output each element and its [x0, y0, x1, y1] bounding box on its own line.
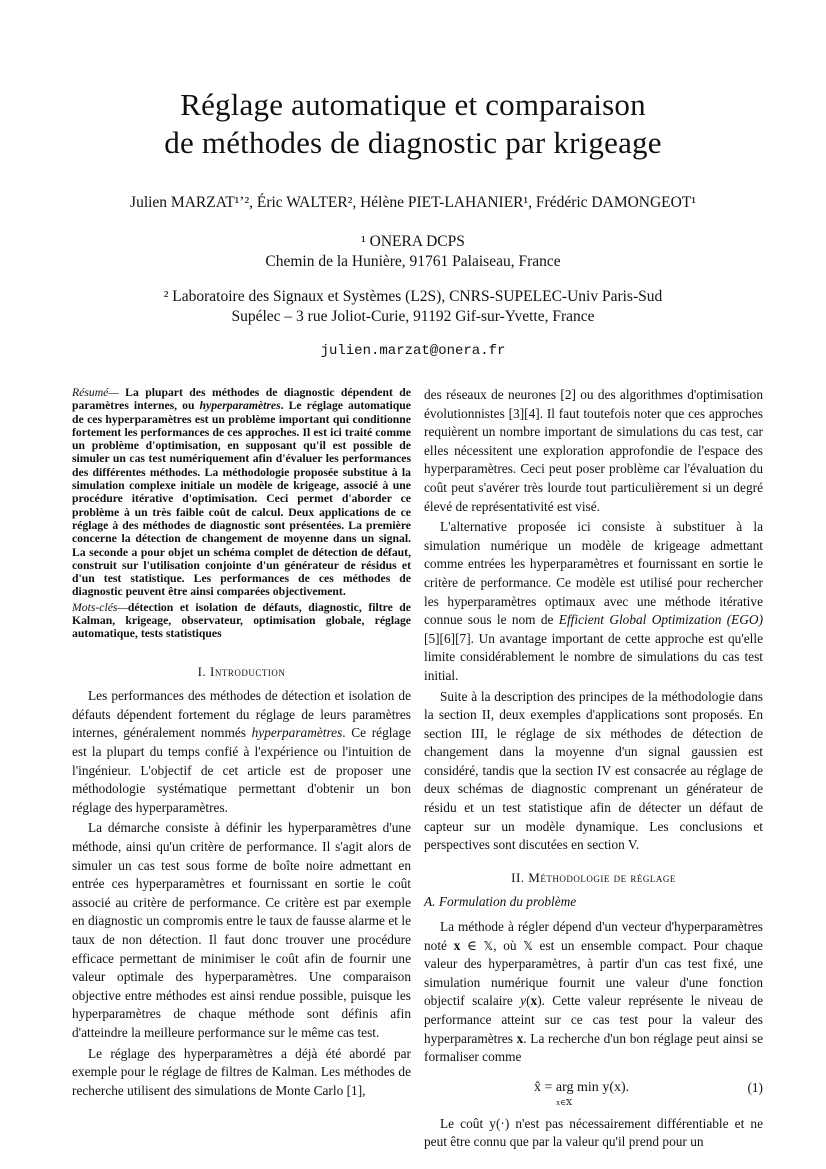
intro-paragraph-2: La démarche consiste à définir les hyperparamètres d'une méthode, ainsi qu'un critère de performance. Il s'agit alors de simuler un cas test sous forme de boîte noire admettant en entrée ces hyperparamètres et fournissant en sortie le coût associé au critère de performance. Ce critère est par exemple en diagnostic un compromis entre le taux de fausse alarme et le taux de non détection. Il faut donc trouver une procédure efficace permettant de minimiser le coût afin de fournir une valeur optimale des hyperparamètres. Une comparaison objective entre méthodes est ainsi rendue possible, puisque les hyperparamètres de chaque méthode sont définis afin d'atteindre la meilleure performance sur le même cas test.	[72, 820, 411, 1040]
set-X: 𝕏	[523, 938, 533, 953]
form-text-3: , où	[493, 937, 524, 953]
equation-body	[534, 1079, 630, 1107]
left-column	[72, 386, 411, 1100]
subsection-heading-formulation: A. Formulation du problème	[424, 894, 577, 910]
abstract-text-2: . Le réglage automatique de ces hyperparamètres est un problème important qui conditionne fortement les performances de ces approches. Il est ici traité comme un problème d'optimisation, en supposant qu'il est possible de simuler un cas test numériquement afin d'évaluer les performances des différentes méthodes. La méthodologie proposée substitue à la simulation complexe initiale un modèle de krigeage, associé à une procédure itérative d'optimisation. Ceci permet d'aborder ce problème à un très faible coût de calcul. Deux applications de ce réglage à des méthodes de diagnostic sont présentées. La première concerne la détection de changement de moyenne dans un signal. La seconde a pour objet un schéma complet de détection de défaut, construit sur l'utilisation conjointe d'un générateur de résidus et d'un test statistique. Les performances de ces méthodes de diagnostic peuvent être ainsi comparées objectivement.	[72, 399, 411, 599]
paper-title	[60, 86, 766, 162]
keywords-text: détection et isolation de défauts, diagnostic, filtre de Kalman, krigeage, observateur, optimisation globale, réglage automatique, tests statistiques	[72, 600, 411, 641]
right-paragraph-2	[424, 518, 763, 685]
intro-paragraph-1	[72, 687, 411, 817]
section-heading-methodologie: II. Méthodologie de réglage	[511, 869, 676, 885]
author-email[interactable]: julien.marzat@onera.fr	[320, 343, 506, 359]
final-paragraph: Le coût y(·) n'est pas nécessairement différentiable et ne peut être connu que par la valeur qu'il prend pour un	[424, 1115, 763, 1150]
form-text-5: (	[526, 993, 531, 1009]
formulation-paragraph	[424, 918, 763, 1067]
right-paragraph-3: Suite à la description des principes de la méthodologie dans la section II, deux exemples d'applications sont proposés. En section III, le réglage de six méthodes de détection de changement dans la moyenne d'un signal gaussien est considéré, tandis que la section IV est consacrée au réglage de deux schémas de diagnostic comprenant un générateur de résidu et un test statistique afin de détecter un défaut de capteur sur un modèle dynamique. Les conclusions et perspectives sont discutées en section V.	[424, 688, 763, 853]
form-text-2: ∈	[460, 937, 484, 953]
title-line-1: Réglage automatique et comparaison	[180, 87, 646, 122]
vector-x: x	[453, 937, 461, 953]
affiliation-1-address: Chemin de la Hunière, 91761 Palaiseau, France	[265, 253, 561, 270]
equation-1	[424, 1073, 763, 1107]
affiliation-1-name: ¹ ONERA DCPS	[361, 233, 465, 250]
intro-p1-emphasis: hyperparamètres	[251, 725, 343, 741]
equation-subscript: x∈𝕏	[556, 1097, 573, 1107]
function-y: y	[520, 993, 527, 1009]
right-p2-text-a: L'alternative proposée ici consiste à substituer à la simulation numérique un modèle de krigeage admettant comme entrées les hyperparamètres et fournissant en sortie le critère de performance. Ce modèle est utilisé pour rechercher les hyperparamètres optimaux avec une méthode itérative connue sous le nom de	[424, 519, 763, 628]
intro-paragraph-3: Le réglage des hyperparamètres a déjà été abordé par exemple pour le réglage de filtres de Kalman. Les méthodes de recherche utilisent des simulations de Monte Carlo [1],	[72, 1045, 411, 1098]
keywords	[72, 601, 411, 641]
intro-p1-text-a: Les performances des méthodes de détection et isolation de défauts dépendent fortement du réglage de leurs paramètres internes, généralement nommés	[72, 688, 411, 741]
keywords-label: Mots-clés—	[72, 600, 128, 614]
right-p2-text-b: [5][6][7]. Un avantage important de cette approche est qu'elle limite considérablement le nombre de simulations du cas test initial.	[424, 630, 763, 683]
affiliation-2-address: Supélec – 3 rue Joliot-Curie, 91192 Gif-sur-Yvette, France	[231, 308, 595, 325]
equation-lhs-text: x̂ = arg min	[534, 1079, 599, 1095]
vector-x: x	[530, 993, 538, 1009]
right-paragraph-1: des réseaux de neurones [2] ou des algorithmes d'optimisation évolutionnistes [3][4]. Il faut toutefois noter que ces approches requièrent un nombre important de simulations du cas test, car elles nécessitent une exploration approfondie de l'espace des hyperparamètres. Ceci peut poser problème car l'évaluation du coût peut s'avérer très lourde tout particulièrement si un degré élevé de représentativité est visé.	[424, 387, 763, 514]
section-heading-introduction: I. Introduction	[197, 663, 286, 679]
set-X: 𝕏	[483, 938, 494, 953]
equation-lhs	[534, 1079, 599, 1107]
form-text-1: La méthode à régler dépend d'un vecteur d'hyperparamètres noté	[424, 919, 763, 953]
form-text-4: est un ensemble compact. Pour chaque valeur des hyperparamètres, à partir d'un cas test fixé, une simulation numérique fournit une valeur d'une fonction objectif scalaire	[424, 937, 763, 1009]
right-column	[424, 386, 763, 1152]
form-text-7: . La recherche d'un bon réglage peut ainsi se formaliser comme	[424, 1030, 764, 1065]
equation-rhs: y(x).	[598, 1079, 630, 1095]
author-list: Julien MARZAT¹ʼ², Éric WALTER², Hélène PIET-LAHANIER¹, Frédéric DAMONGEOT¹	[130, 194, 696, 211]
affiliation-2-name: ² Laboratoire des Signaux et Systèmes (L2S), CNRS-SUPELEC-Univ Paris-Sud	[163, 288, 663, 305]
right-p2-emphasis: Efficient Global Optimization (EGO)	[558, 612, 764, 628]
affiliation-1	[40, 232, 786, 272]
abstract-label: Résumé—	[72, 386, 119, 399]
equation-number: (1)	[747, 1079, 763, 1095]
abstract-text-1: La plupart des méthodes de diagnostic dépendent de paramètres internes, ou	[72, 386, 411, 413]
affiliation-2	[40, 287, 786, 327]
title-line-2: de méthodes de diagnostic par krigeage	[164, 125, 662, 160]
abstract-emphasis: hyperparamètres	[199, 399, 281, 413]
abstract	[72, 386, 411, 599]
intro-p1-text-b: . Ce réglage est la plupart du temps confié à l'expérience ou l'intuition de l'ingénieur. L'objectif de cet article est de proposer une méthodologie systématique permettant d'obtenir un bon réglage des hyperparamètres.	[72, 725, 411, 815]
vector-x: x	[516, 1030, 524, 1046]
form-text-6: ). Cette valeur représente le niveau de performance atteint sur ce cas test pour la valeur des hyperparamètres	[424, 993, 763, 1046]
